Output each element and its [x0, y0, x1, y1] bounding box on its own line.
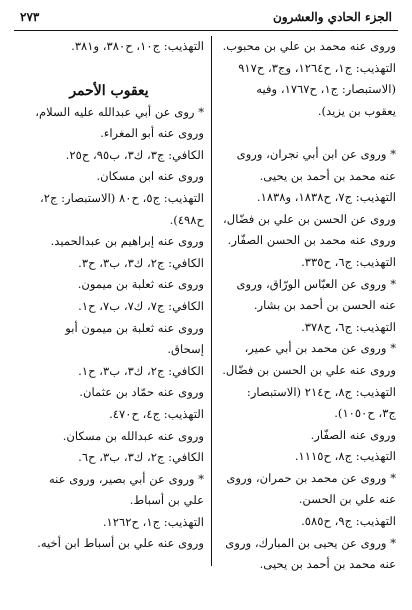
- text-line: التهذيب: ج١، ح١٢٦٢.: [102, 514, 204, 529]
- text-line: وروى عنه علي بن الحسن بن فضّال.: [222, 362, 396, 377]
- text-line: التهذيب: ج٨، ح٢١٤ (الاستبصار:: [246, 384, 396, 399]
- blank-line: [218, 122, 396, 144]
- text-line: وروى عنه عبدالله بن مسكان.: [62, 428, 204, 443]
- text-line: * وروى عن العبّاس الورّاق، وروى: [236, 276, 396, 291]
- text-line: ح٤٩٨).: [169, 212, 204, 227]
- text-line: * وروى عن أبي بصير، وروى عنه: [48, 471, 204, 486]
- text-line: التهذيب: ج٦، ح٣٧٨.: [301, 319, 396, 334]
- text-line: التهذيب: ج٤، ح٤٧٠.: [109, 406, 204, 421]
- text-line: وروى عنه حمّاد بن عثمان.: [79, 385, 204, 400]
- text-line: عنه محمد بن أحمد بن يحيى.: [259, 557, 396, 572]
- text-line: يعقوب بن يزيد).: [317, 103, 396, 118]
- text-line: عنه علي بن الحسن.: [298, 492, 396, 507]
- text-line: وروى عنه محمد بن الحسن الصفّار.: [227, 233, 396, 248]
- text-line: وروى عنه محمد بن علي بن محبوب.: [222, 39, 396, 53]
- text-line: الكافي: ج٢، ك٣، ب٣، ح٦.: [78, 450, 204, 465]
- text-line: وروى عنه ثعلبة بن ميمون أبو: [65, 320, 204, 335]
- running-title: الجزء الحادي والعشرون: [273, 10, 392, 24]
- text-line: التهذيب: ج٦، ح٣٣٥.: [301, 254, 396, 269]
- text-line: إسحاق.: [167, 342, 204, 357]
- spacer: [14, 58, 204, 80]
- text-line: وروى عنه الصفّار.: [310, 427, 396, 442]
- text-line: وروى عنه ابن مسكان.: [96, 169, 204, 184]
- text-line: وروى عن الحسن بن علي بن فضّال،: [223, 211, 396, 226]
- text-line: التهذيب: ج٥، ح٨٠ (الاستبصار: ج٢،: [40, 190, 204, 205]
- text-line: * وروى عن محمد بن حمران، وروى: [226, 470, 396, 485]
- text-line: وروى عنه علي بن أسباط ابن أخيه.: [37, 536, 204, 551]
- text-line: * وروى عن يحيى بن المبارك، وروى: [225, 535, 396, 550]
- text-line: ج٣، ح١٠٥٠).: [334, 406, 396, 421]
- page-number: ٢٧٣: [20, 10, 40, 24]
- page-header: [14, 4, 398, 31]
- text-line: وروى عنه أبو المغراء.: [100, 126, 204, 141]
- text-line: الكافي: ج٢، ك٣، ب٣، ح٣.: [78, 255, 204, 270]
- text-line: * روى عن أبي عبدالله عليه السلام،: [35, 104, 204, 119]
- text-line: * وروى عن ابن أبي نجران، وروى: [236, 146, 396, 161]
- text-line: التهذيب: ج٩، ح٥٨٥.: [301, 514, 396, 529]
- section-heading: يعقوب الأحمر: [69, 82, 149, 99]
- text-line: عنه الحسن بن أحمد بن بشار.: [253, 298, 396, 313]
- column-divider: [211, 36, 212, 566]
- right-column: [218, 36, 396, 576]
- text-line: * وروى عن محمد بن أبي عمير،: [244, 341, 396, 356]
- text-line: التهذيب: ج٧، ح١٨٣٨، و١٨٣٨.: [256, 190, 396, 205]
- text-line: التهذيب: ج١٠، ح٣٨٠، و٣٨١.: [71, 39, 204, 53]
- text-line: (الاستبصار: ج١، ح١٧٦٧، وفيه: [256, 82, 396, 97]
- text-line: وروى عنه إبراهيم بن عبدالحميد.: [50, 234, 204, 249]
- text-line: عنه محمد بن أحمد بن يحيى.: [259, 168, 396, 183]
- text-line: الكافي: ج٢، ك٣، ب٣، ح١.: [78, 363, 204, 378]
- text-line: الكافي: ج٧، ك٧، ب٧، ح١.: [78, 298, 204, 313]
- text-line: التهذيب: ج١، ح١٢٦٤، وج٣، ح٩١٧: [238, 60, 396, 75]
- text-line: وروى عنه ثعلبة بن ميمون.: [77, 277, 204, 292]
- left-column: [14, 36, 204, 555]
- text-line: التهذيب: ج٨، ح١١١٥.: [294, 449, 396, 464]
- text-line: الكافي: ج٣، ك٣، ب٩٥، ح٢٥.: [65, 147, 204, 162]
- text-line: علي بن أسباط.: [129, 493, 204, 508]
